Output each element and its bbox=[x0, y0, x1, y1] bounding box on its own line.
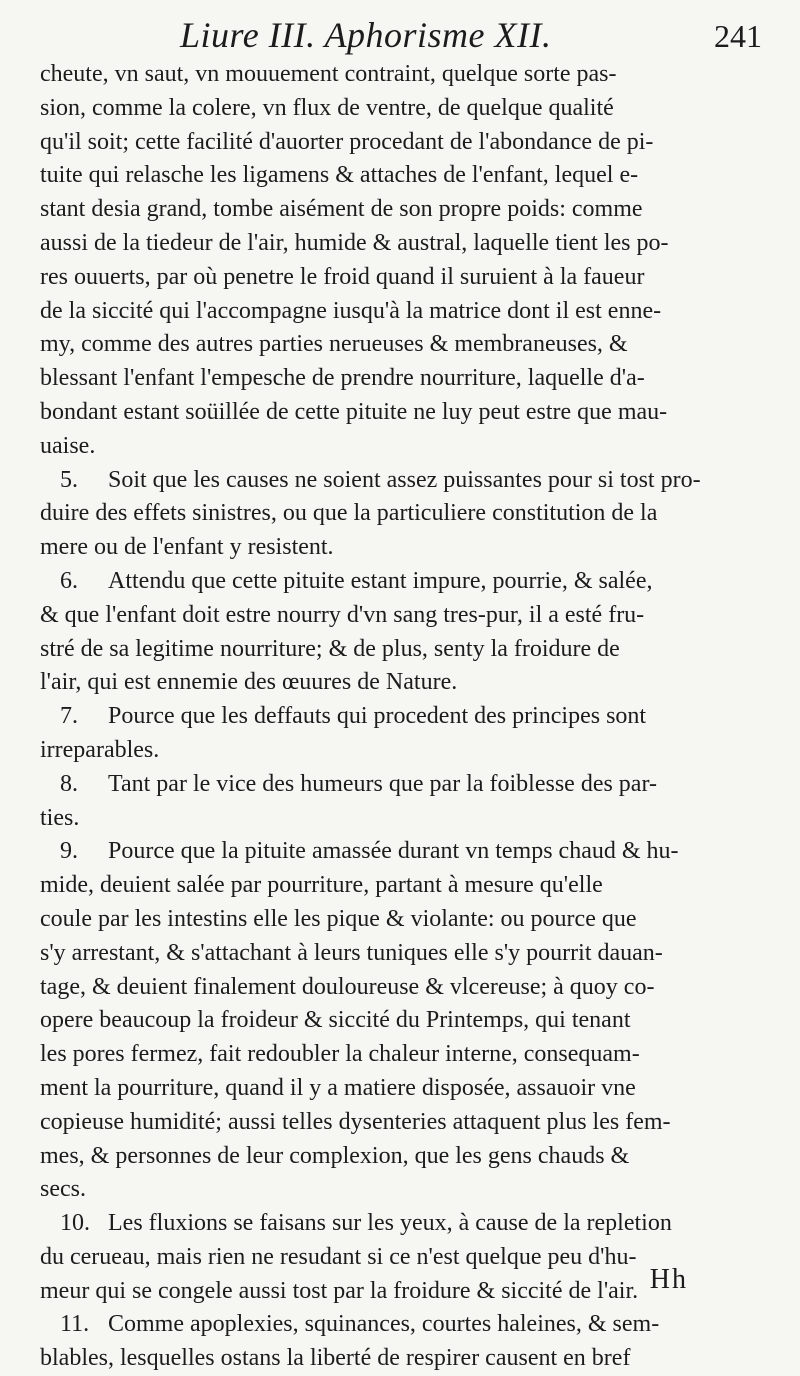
line-text: secs. bbox=[40, 1176, 86, 1203]
text-line bbox=[40, 734, 770, 768]
text-line bbox=[40, 1004, 770, 1038]
text-line bbox=[40, 937, 770, 971]
line-text: opere beaucoup la froideur & siccité du Printemps, qui tenant bbox=[40, 1007, 631, 1034]
line-text: Pource que les deffauts qui procedent des principes sont bbox=[108, 703, 647, 730]
line-text: stré de sa legitime nourriture; & de plus, senty la froidure de bbox=[40, 635, 620, 662]
text-line bbox=[40, 58, 770, 92]
line-text: qu'il soit; cette facilité d'auorter procedant de l'abondance de pi- bbox=[40, 128, 654, 155]
line-text: Comme apoplexies, squinances, courtes haleines, & sem- bbox=[108, 1311, 660, 1338]
line-text: Tant par le vice des humeurs que par la foiblesse des par- bbox=[108, 770, 657, 797]
text-line bbox=[40, 869, 770, 903]
text-line bbox=[40, 531, 770, 565]
text-line bbox=[40, 971, 770, 1005]
line-text: les pores fermez, fait redoubler la chaleur interne, consequam- bbox=[40, 1041, 640, 1068]
line-text: Pource que la pituite amassée durant vn temps chaud & hu- bbox=[108, 838, 679, 865]
paragraph-number: 11. bbox=[60, 1311, 90, 1338]
line-text: copieuse humidité; aussi telles dysenteries attaquent plus les fem- bbox=[40, 1108, 671, 1135]
line-text: coule par les intestins elle les pique & violante: ou pource que bbox=[40, 905, 637, 932]
line-text: bondant estant soüillée de cette pituite ne luy peut estre que mau- bbox=[40, 398, 668, 425]
line-text: stant desia grand, tombe aisément de son propre poids: comme bbox=[40, 196, 643, 223]
text-line bbox=[40, 802, 770, 836]
line-text: blables, lesquelles ostans la liberté de respirer causent en bref bbox=[40, 1345, 631, 1372]
line-text: duire des effets sinistres, ou que la particuliere constitution de la bbox=[40, 500, 658, 527]
body-text bbox=[40, 58, 770, 1376]
running-title: Liure III. Aphorisme XII. bbox=[180, 15, 552, 55]
paragraph-start-line bbox=[40, 1308, 770, 1342]
text-line bbox=[40, 1173, 770, 1207]
line-text: de la siccité qui l'accompagne iusqu'à la matrice dont il est enne- bbox=[40, 297, 662, 324]
text-line bbox=[40, 126, 770, 160]
line-text: ties. bbox=[40, 804, 80, 831]
line-text: aussi de la tiedeur de l'air, humide & austral, laquelle tient les po- bbox=[40, 229, 669, 256]
line-text: & que l'enfant doit estre nourry d'vn sang tres-pur, il a esté fru- bbox=[40, 601, 645, 628]
line-text: mes, & personnes de leur complexion, que les gens chauds & bbox=[40, 1142, 630, 1169]
line-text: ment la pourriture, quand il y a matiere disposée, assauoir vne bbox=[40, 1074, 636, 1101]
paragraph-number: 9. bbox=[60, 838, 78, 865]
text-line bbox=[40, 362, 770, 396]
line-text: tage, & deuient finalement douloureuse & vlcereuse; à quoy co- bbox=[40, 973, 655, 1000]
paragraph-start-line bbox=[40, 1207, 770, 1241]
line-text: mere ou de l'enfant y resistent. bbox=[40, 534, 334, 561]
paragraph-start-line bbox=[40, 565, 770, 599]
text-line bbox=[40, 1342, 770, 1376]
text-line bbox=[40, 1072, 770, 1106]
text-line bbox=[40, 1038, 770, 1072]
line-text: s'y arrestant, & s'attachant à leurs tuniques elle s'y pourrit dauan- bbox=[40, 939, 663, 966]
paragraph-number: 5. bbox=[60, 466, 78, 493]
line-text: cheute, vn saut, vn mouuement contraint, quelque sorte pas- bbox=[40, 61, 617, 87]
text-line bbox=[40, 497, 770, 531]
text-line bbox=[40, 328, 770, 362]
line-text: l'air, qui est ennemie des œuures de Nature. bbox=[40, 669, 458, 696]
line-text: res ouuerts, par où penetre le froid quand il suruient à la faueur bbox=[40, 263, 645, 290]
paragraph-start-line bbox=[40, 700, 770, 734]
line-text: irreparables. bbox=[40, 736, 160, 763]
line-text: Les fluxions se faisans sur les yeux, à cause de la repletion bbox=[108, 1210, 672, 1237]
paragraph-number: 6. bbox=[60, 567, 78, 594]
paragraph-number: 7. bbox=[60, 703, 78, 730]
text-line bbox=[40, 666, 770, 700]
paragraph-start-line bbox=[40, 768, 770, 802]
text-line bbox=[40, 261, 770, 295]
paragraph-number: 8. bbox=[60, 770, 78, 797]
catchword: Hh bbox=[649, 1264, 688, 1295]
paragraph-start-line bbox=[40, 464, 770, 498]
text-line bbox=[40, 92, 770, 126]
line-text: meur qui se congele aussi tost par la froidure & siccité de l'air. bbox=[40, 1277, 639, 1304]
text-line bbox=[40, 193, 770, 227]
line-text: du cerueau, mais rien ne resudant si ce n'est quelque peu d'hu- bbox=[40, 1243, 637, 1270]
text-line bbox=[40, 396, 770, 430]
text-line bbox=[40, 227, 770, 261]
line-text: mide, deuient salée par pourriture, partant à mesure qu'elle bbox=[40, 872, 603, 899]
text-line bbox=[40, 159, 770, 193]
line-text: sion, comme la colere, vn flux de ventre, de quelque qualité bbox=[40, 94, 614, 121]
line-text: my, comme des autres parties nerueuses & membraneuses, & bbox=[40, 331, 628, 358]
line-text: Soit que les causes ne soient assez puissantes pour si tost pro- bbox=[108, 466, 701, 493]
line-text: uaise. bbox=[40, 432, 96, 459]
line-text: Attendu que cette pituite estant impure, pourrie, & salée, bbox=[108, 567, 653, 594]
text-line bbox=[40, 295, 770, 329]
page-header bbox=[0, 12, 800, 58]
text-line bbox=[40, 430, 770, 464]
line-text: tuite qui relasche les ligamens & attaches de l'enfant, lequel e- bbox=[40, 162, 639, 189]
text-line bbox=[40, 599, 770, 633]
paragraph-number: 10. bbox=[60, 1210, 90, 1237]
page-number: 241 bbox=[714, 18, 762, 54]
paragraph-start-line bbox=[40, 835, 770, 869]
text-line bbox=[40, 1106, 770, 1140]
text-line bbox=[40, 903, 770, 937]
text-line bbox=[40, 1140, 770, 1174]
text-line bbox=[40, 633, 770, 667]
line-text: blessant l'enfant l'empesche de prendre nourriture, laquelle d'a- bbox=[40, 365, 645, 392]
